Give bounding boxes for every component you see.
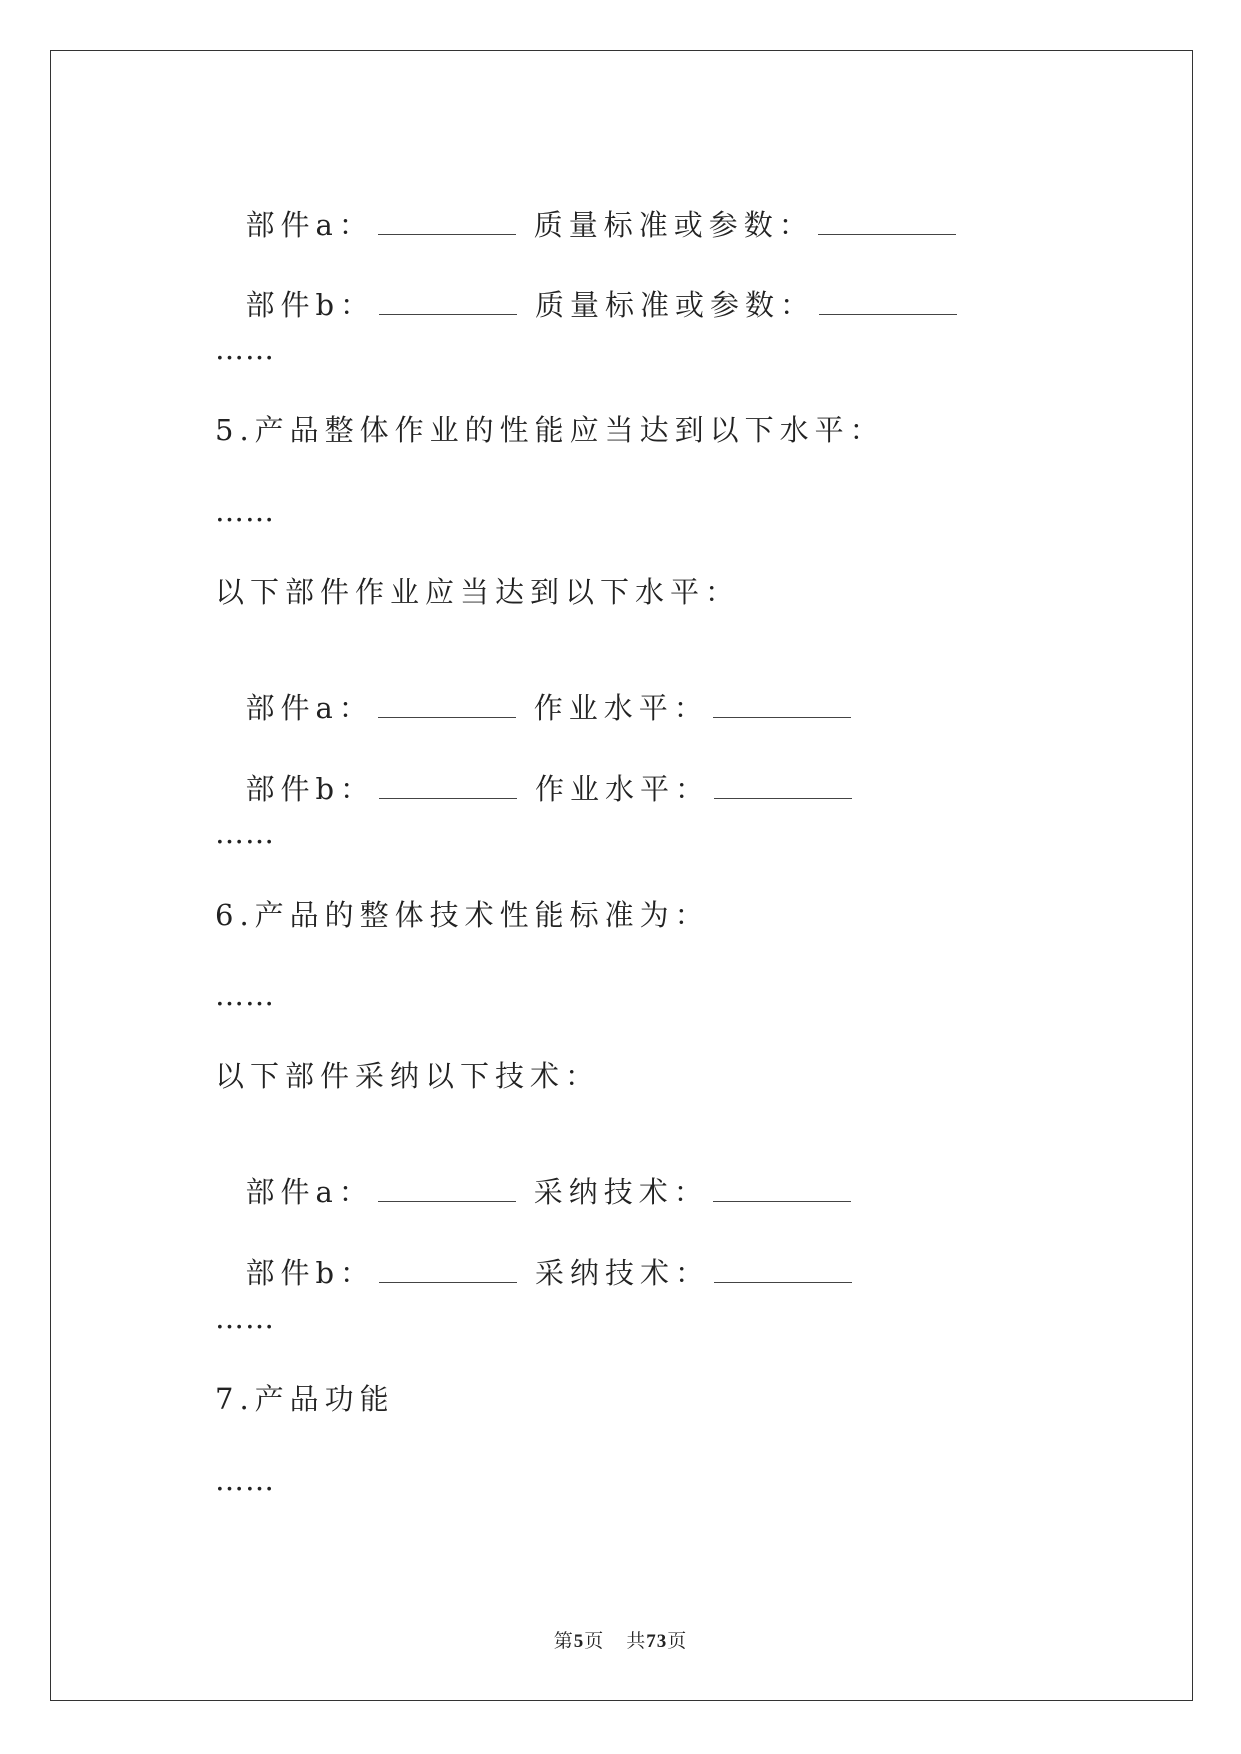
ellipsis-line: …… (215, 1463, 275, 1497)
paragraph-text: 以下部件作业应当达到以下水平： (215, 575, 741, 609)
footer-total-suffix: 页 (667, 1630, 688, 1652)
ellipsis-line: …… (215, 1301, 275, 1335)
field-label: 部件a： (245, 1175, 374, 1209)
blank-field[interactable] (379, 294, 517, 315)
total-page-count: 73 (646, 1631, 668, 1652)
field-line-part-a-quality (215, 171, 956, 243)
blank-field[interactable] (713, 697, 851, 718)
blank-field[interactable] (819, 294, 957, 315)
blank-field[interactable] (378, 697, 516, 718)
field-label: 部件b： (245, 772, 376, 806)
field-label-2: 采纳技术： (533, 1175, 709, 1209)
section-heading-5: 5.产品整体作业的性能应当达到以下水平： (215, 413, 885, 447)
blank-field[interactable] (714, 778, 852, 799)
ellipsis-line: …… (215, 816, 275, 850)
field-label: 部件b： (245, 1256, 376, 1290)
field-line-part-b-quality (215, 251, 957, 323)
blank-field[interactable] (818, 214, 956, 235)
field-label: 部件b： (245, 288, 376, 322)
field-label-2: 作业水平： (535, 772, 711, 806)
ellipsis-line: …… (215, 494, 275, 528)
field-label: 部件a： (245, 208, 374, 242)
footer-total-prefix: 共 (626, 1630, 647, 1652)
field-label: 部件a： (245, 691, 374, 725)
field-label-2: 采纳技术： (535, 1256, 711, 1290)
ellipsis-line: …… (215, 978, 275, 1012)
blank-field[interactable] (714, 1262, 852, 1283)
section-heading-7: 7.产品功能 (215, 1382, 395, 1416)
blank-field[interactable] (378, 1181, 516, 1202)
field-line-part-b-level (215, 735, 852, 807)
field-line-part-a-level (215, 654, 851, 726)
ellipsis-line: …… (215, 332, 275, 366)
field-line-part-a-tech (215, 1138, 851, 1210)
section-heading-6: 6.产品的整体技术性能标准为： (215, 898, 710, 932)
field-label-2: 作业水平： (533, 691, 709, 725)
blank-field[interactable] (379, 778, 517, 799)
field-label-2: 质量标准或参数： (535, 288, 816, 322)
field-line-part-b-tech (215, 1219, 852, 1291)
page-footer (0, 1626, 1241, 1653)
blank-field[interactable] (713, 1181, 851, 1202)
current-page-number: 5 (573, 1631, 585, 1652)
blank-field[interactable] (378, 214, 516, 235)
field-label-2: 质量标准或参数： (533, 208, 814, 242)
footer-prefix: 第 (553, 1630, 574, 1652)
footer-page-suffix: 页 (584, 1630, 605, 1652)
blank-field[interactable] (379, 1262, 517, 1283)
paragraph-text: 以下部件采纳以下技术： (215, 1059, 601, 1093)
